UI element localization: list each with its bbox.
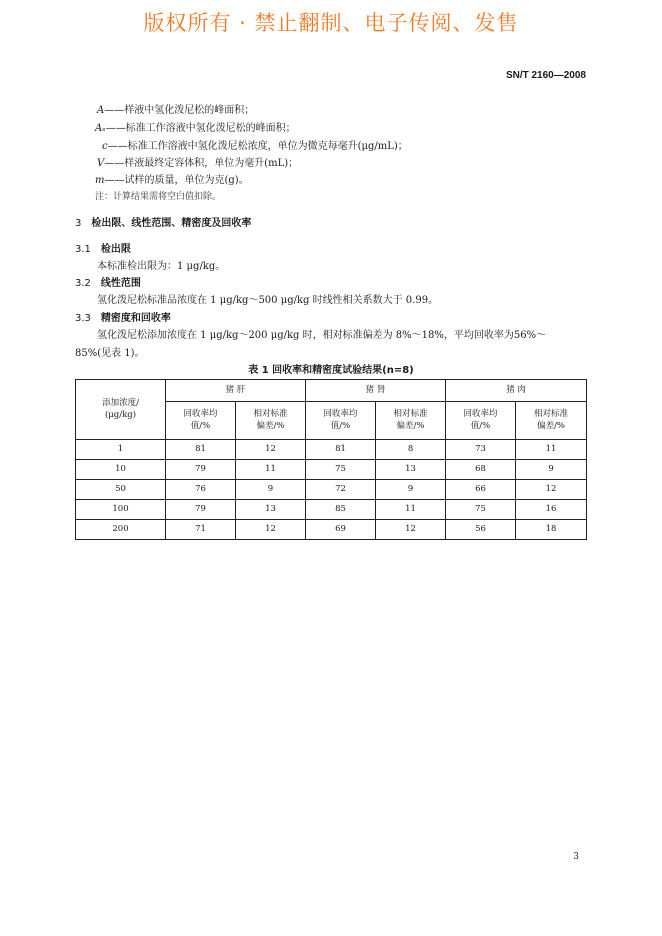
definition-symbol: V — [97, 158, 105, 169]
section-title: 精密度和回收率 — [100, 313, 171, 324]
table-cell: 68 — [446, 460, 516, 480]
table-cell: 200 — [76, 520, 166, 540]
table-row — [76, 500, 587, 520]
definition-symbol: Aₛ — [95, 123, 106, 134]
table-cell: 71 — [166, 520, 236, 540]
table-cell: 75 — [446, 500, 516, 520]
table-cell: 12 — [236, 440, 306, 460]
definition-line — [97, 154, 298, 169]
section-3-heading — [75, 214, 251, 229]
table-cell: 18 — [516, 520, 587, 540]
section-number: 3.1 — [75, 244, 91, 255]
subheader-cell: 回收率均 值/% — [306, 402, 376, 440]
table-cell: 12 — [376, 520, 446, 540]
section-title: 线性范围 — [100, 278, 141, 289]
header-text: 添加浓度/ — [102, 398, 139, 409]
definition-symbol: A — [97, 105, 105, 116]
table-cell: 56 — [446, 520, 516, 540]
table-cell: 69 — [306, 520, 376, 540]
section-3-2-text: 氢化泼尼松标准品浓度在 1 μg/kg～500 μg/kg 时线性相关系数大于 0.99。 — [97, 295, 439, 306]
subheader-cell: 相对标准 偏差/% — [516, 402, 587, 440]
definition-text: ——标准工作溶液中氢化泼尼松浓度，单位为微克每毫升(μg/mL)； — [107, 141, 408, 152]
section-title: 检出限、线性范围、精密度及回收率 — [91, 218, 252, 229]
standard-code: SN/T 2160—2008 — [505, 70, 586, 81]
table-cell: 50 — [76, 480, 166, 500]
table-row — [76, 440, 587, 460]
table-cell: 10 — [76, 460, 166, 480]
table-cell: 85 — [306, 500, 376, 520]
header-text: (μg/kg) — [104, 409, 137, 420]
definition-line — [95, 171, 249, 186]
subheader-cell: 回收率均 值/% — [166, 402, 236, 440]
recovery-precision-table — [75, 379, 587, 540]
definition-text: ——标准工作溶液中氢化泼尼松的峰面积； — [105, 123, 296, 134]
section-3-1-text: 本标准检出限为：1 μg/kg。 — [97, 261, 226, 272]
table-cell: 73 — [446, 440, 516, 460]
concentration-header — [76, 380, 166, 440]
section-3-2-heading — [75, 274, 141, 289]
table-cell: 16 — [516, 500, 587, 520]
table-cell: 9 — [516, 460, 587, 480]
table-cell: 79 — [166, 460, 236, 480]
section-number: 3.3 — [75, 313, 91, 324]
table-cell: 81 — [306, 440, 376, 460]
table-cell: 11 — [376, 500, 446, 520]
subheader-cell: 回收率均 值/% — [446, 402, 516, 440]
section-3-3-text-line1: 氢化泼尼松添加浓度在 1 μg/kg～200 μg/kg 时，相对标准偏差为 8%～18%，平均回收率为56%～ — [97, 330, 547, 341]
table-row — [76, 460, 587, 480]
table-cell: 1 — [76, 440, 166, 460]
group-header-liver: 猪 肝 — [166, 380, 306, 402]
table-cell: 66 — [446, 480, 516, 500]
calculation-note: 注：计算结果需将空白值扣除。 — [95, 192, 222, 202]
group-header-kidney: 猪 肾 — [306, 380, 446, 402]
subheader-cell: 相对标准 偏差/% — [236, 402, 306, 440]
section-number: 3.2 — [75, 278, 91, 289]
table-cell: 9 — [236, 480, 306, 500]
table-row — [76, 480, 587, 500]
section-3-1-heading — [75, 240, 131, 255]
definition-line — [95, 119, 296, 134]
table-cell: 9 — [376, 480, 446, 500]
table-cell: 79 — [166, 500, 236, 520]
definition-text: ——样液中氢化泼尼松的峰面积； — [104, 105, 255, 116]
table-cell: 8 — [376, 440, 446, 460]
table-cell: 13 — [236, 500, 306, 520]
table-cell: 11 — [236, 460, 306, 480]
group-header-muscle: 猪 肉 — [446, 380, 587, 402]
definition-text: ——样液最终定容体积，单位为毫升(mL)； — [104, 158, 299, 169]
table-cell: 72 — [306, 480, 376, 500]
definition-symbol: c — [102, 141, 108, 152]
subheader-cell: 相对标准 偏差/% — [376, 402, 446, 440]
section-3-3-heading — [75, 309, 171, 324]
copyright-watermark: 版权所有 · 禁止翻制、电子传阅、发售 — [143, 11, 519, 35]
table-row — [76, 520, 587, 540]
table-caption: 表 1 回收率和精密度试验结果(n=8) — [248, 365, 414, 376]
definition-line — [97, 101, 254, 116]
table-cell: 12 — [516, 480, 587, 500]
definition-line — [102, 137, 408, 152]
section-number: 3 — [75, 218, 82, 229]
table-cell: 13 — [376, 460, 446, 480]
table-cell: 76 — [166, 480, 236, 500]
section-title: 检出限 — [100, 244, 131, 255]
page-number: 3 — [573, 852, 579, 862]
table-cell: 75 — [306, 460, 376, 480]
section-3-3-text-line2: 85%(见表 1)。 — [75, 348, 145, 359]
definition-symbol: m — [95, 175, 105, 186]
table-cell: 11 — [516, 440, 587, 460]
table-cell: 81 — [166, 440, 236, 460]
definition-text: ——试样的质量，单位为克(g)。 — [104, 175, 249, 186]
table-header-row — [76, 380, 587, 402]
table-cell: 100 — [76, 500, 166, 520]
table-cell: 12 — [236, 520, 306, 540]
